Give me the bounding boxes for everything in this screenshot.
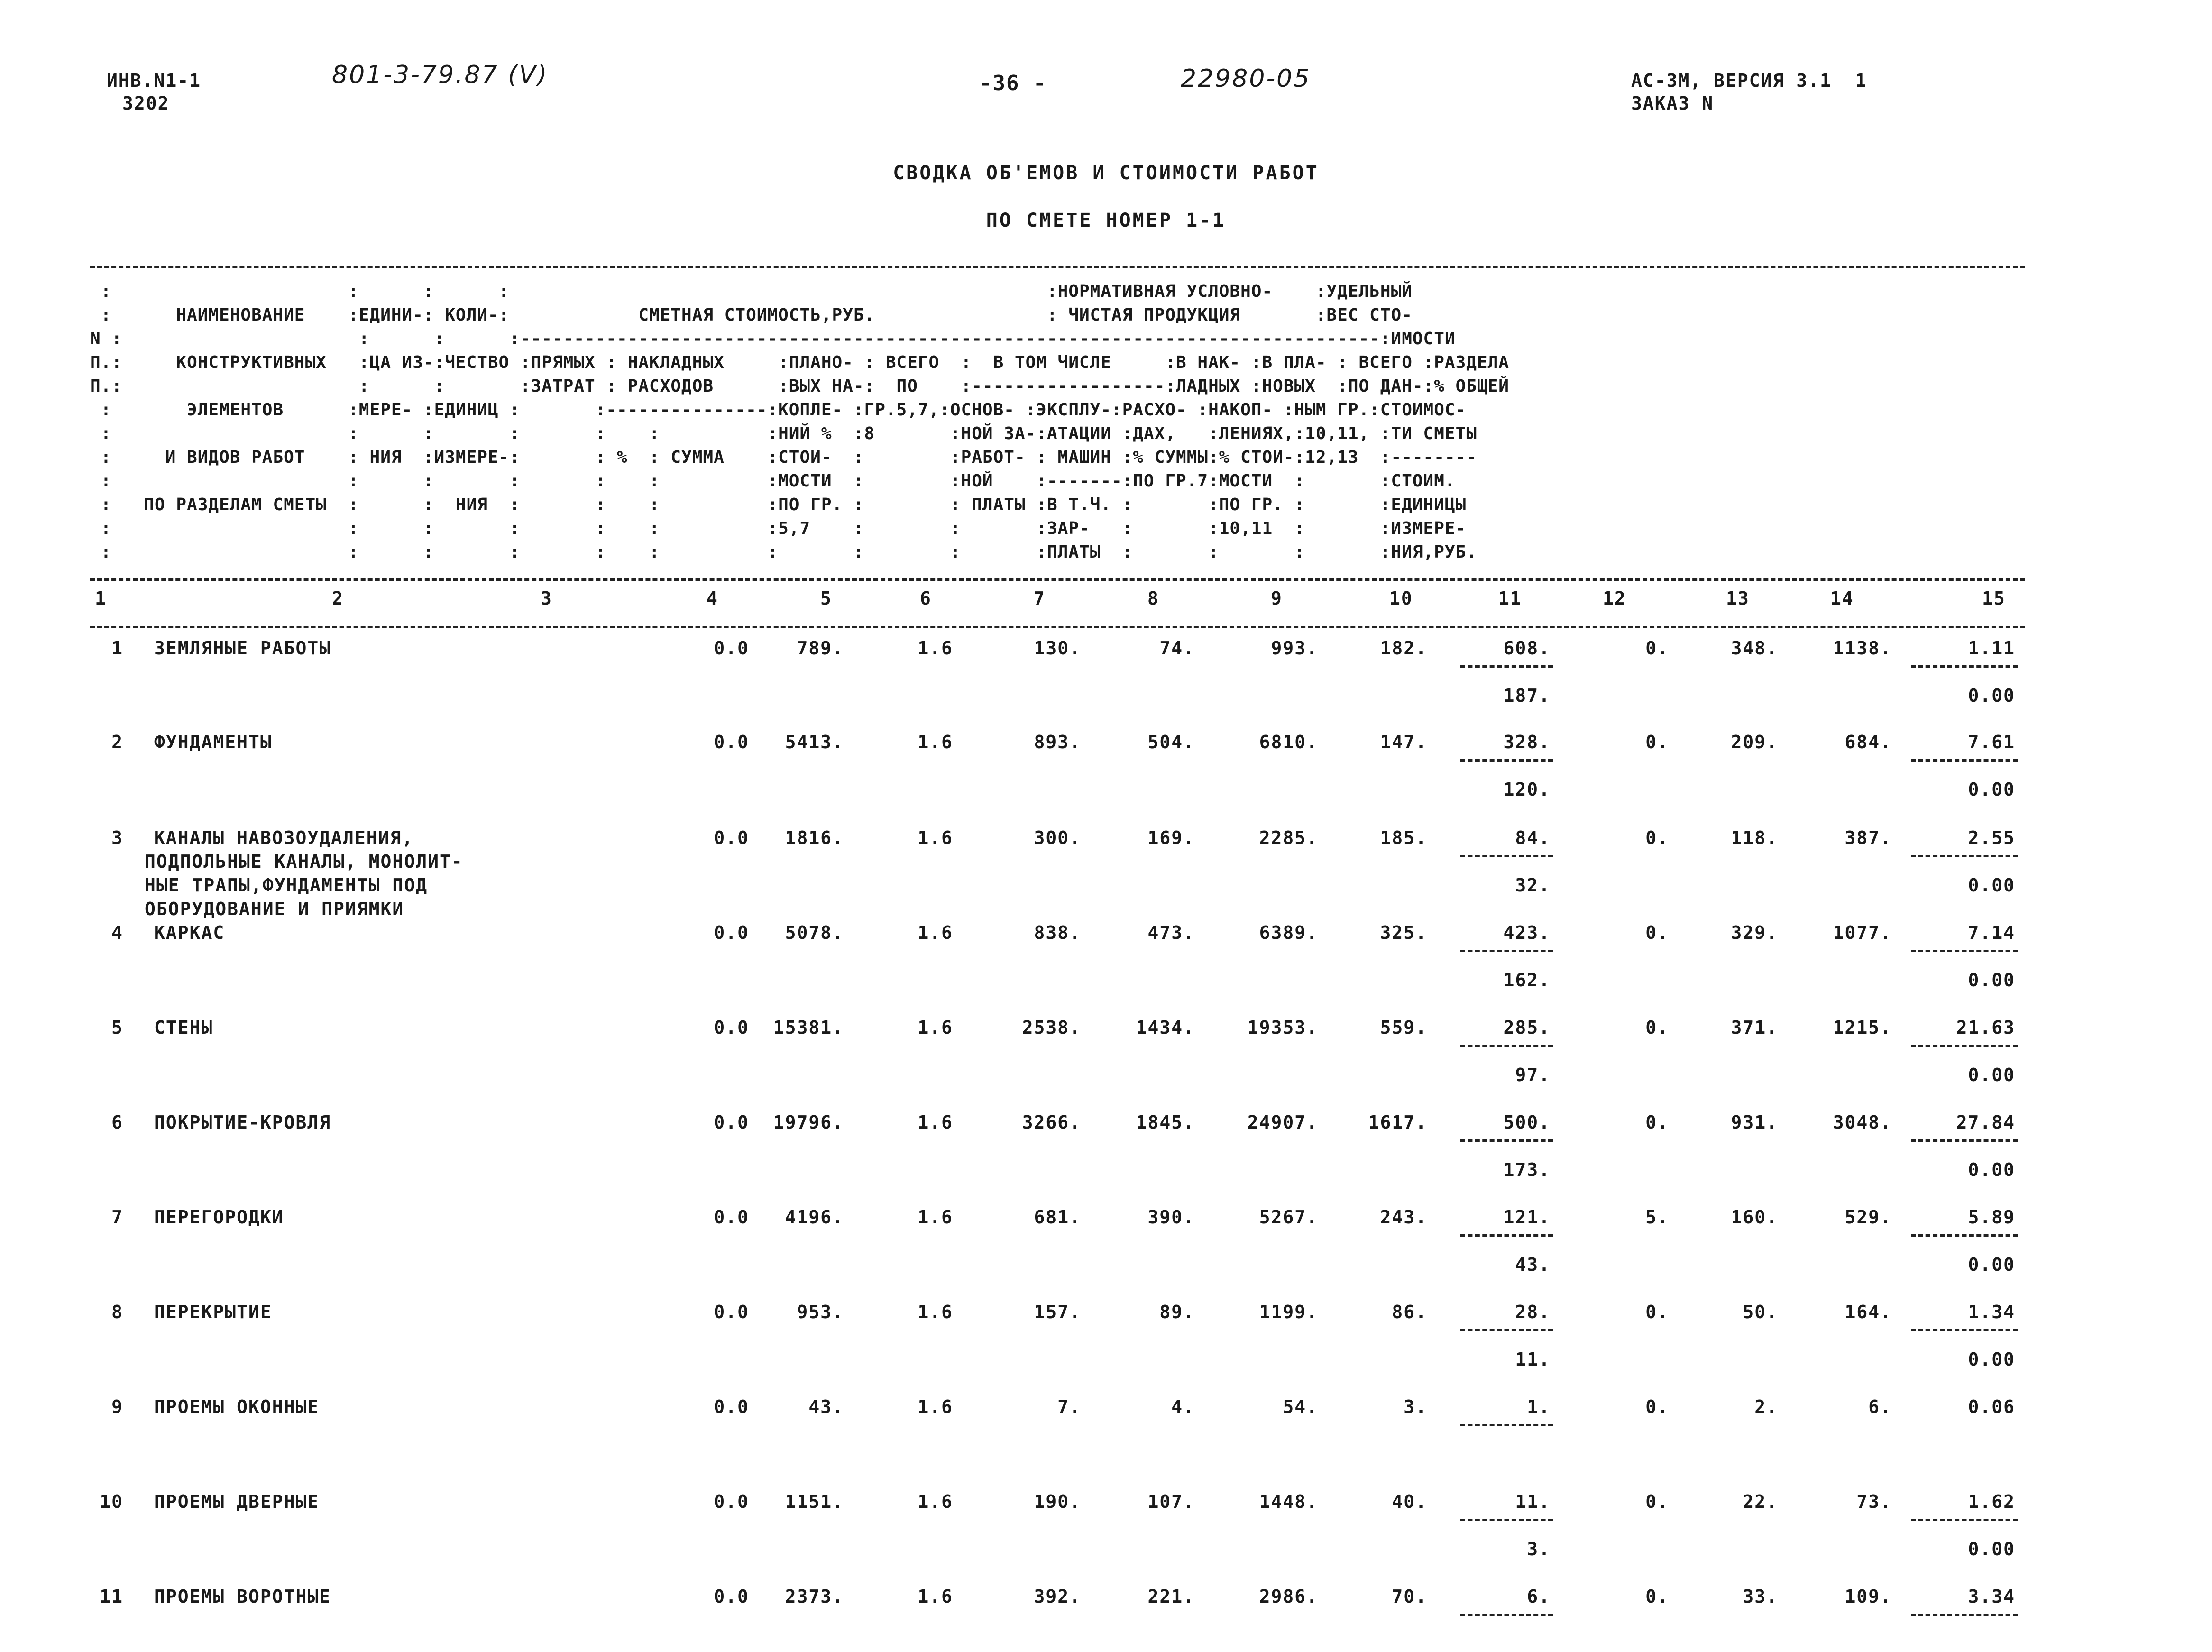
column-numbers-rule bbox=[90, 626, 2025, 628]
cell-c8: 1434. bbox=[1136, 1017, 1195, 1038]
column-number: 4 bbox=[707, 588, 718, 609]
cell-c6: 1.6 bbox=[918, 638, 953, 659]
cell-c10: 243. bbox=[1380, 1207, 1427, 1228]
subtotal-rule bbox=[1460, 665, 1553, 668]
report-title: СВОДКА ОБ'ЕМОВ И СТОИМОСТИ РАБОТ bbox=[893, 162, 1319, 184]
cell-c13: 50. bbox=[1743, 1302, 1778, 1322]
column-number: 2 bbox=[332, 588, 344, 609]
row-name: ФУНДАМЕНТЫ bbox=[154, 732, 272, 753]
cell-c12: 0. bbox=[1645, 732, 1669, 753]
cell-c11: 423. bbox=[1503, 922, 1551, 943]
subtotal-rule bbox=[1460, 1234, 1553, 1237]
cell-c7: 392. bbox=[1034, 1586, 1081, 1607]
cell-c12: 0. bbox=[1645, 827, 1669, 848]
cell-c6: 1.6 bbox=[918, 1017, 953, 1038]
cell-c9: 5267. bbox=[1259, 1207, 1318, 1228]
cell-c10: 147. bbox=[1380, 732, 1427, 753]
cell-c15: 2.55 bbox=[1968, 827, 2015, 848]
cell-c5: 5413. bbox=[785, 732, 844, 753]
row-name: ПРОЕМЫ ВОРОТНЫЕ bbox=[154, 1586, 331, 1607]
cell-c15-unit: 0.00 bbox=[1968, 1349, 2015, 1370]
cell-c5: 5078. bbox=[785, 922, 844, 943]
cell-c5: 4196. bbox=[785, 1207, 844, 1228]
cell-c15-unit: 0.00 bbox=[1968, 1065, 2015, 1085]
order-label: ЗАКАЗ N bbox=[1631, 93, 1714, 114]
cell-c6: 1.6 bbox=[918, 1491, 953, 1512]
cell-c14: 6. bbox=[1868, 1396, 1892, 1417]
cell-c7: 3266. bbox=[1022, 1112, 1081, 1133]
row-number: 10 bbox=[100, 1491, 123, 1512]
row-number: 8 bbox=[111, 1302, 123, 1322]
subtotal-rule bbox=[1911, 1139, 2018, 1142]
row-number: 6 bbox=[111, 1112, 123, 1133]
row-name: ПОДПОЛЬНЫЕ КАНАЛЫ, МОНОЛИТ- bbox=[145, 851, 463, 872]
cell-c8: 221. bbox=[1147, 1586, 1195, 1607]
cell-c11: 608. bbox=[1503, 638, 1551, 659]
row-number: 4 bbox=[111, 922, 123, 943]
cell-c5: 1816. bbox=[785, 827, 844, 848]
subtotal-rule bbox=[1911, 950, 2018, 952]
cell-c9: 19353. bbox=[1247, 1017, 1318, 1038]
header-line: : : : : :НОРМАТИВНАЯ УСЛОВНО- :УДЕЛЬНЫЙ bbox=[90, 282, 1413, 301]
subtotal-rule bbox=[1911, 665, 2018, 668]
cell-c5: 1151. bbox=[785, 1491, 844, 1512]
subtotal-rule bbox=[1460, 1045, 1553, 1047]
inventory-number: ИНВ.N1-1 bbox=[107, 70, 202, 91]
cell-c15: 7.14 bbox=[1968, 922, 2015, 943]
cell-c12: 5. bbox=[1645, 1207, 1669, 1228]
cell-c10: 86. bbox=[1392, 1302, 1427, 1322]
row-name: ПЕРЕГОРОДКИ bbox=[154, 1207, 284, 1228]
column-number: 11 bbox=[1498, 588, 1522, 609]
column-number: 1 bbox=[95, 588, 107, 609]
row-number: 5 bbox=[111, 1017, 123, 1038]
cell-c13: 209. bbox=[1731, 732, 1778, 753]
cell-c15: 5.89 bbox=[1968, 1207, 2015, 1228]
cell-c8: 107. bbox=[1147, 1491, 1195, 1512]
cell-c15-unit: 0.00 bbox=[1968, 1254, 2015, 1275]
header-line: : НАИМЕНОВАНИЕ :ЕДИНИ-: КОЛИ-: СМЕТНАЯ СТОИМОСТЬ,РУБ. : ЧИСТАЯ ПРОДУКЦИЯ :ВЕС СТО- bbox=[90, 305, 1413, 325]
cell-c14: 109. bbox=[1845, 1586, 1892, 1607]
row-number: 1 bbox=[111, 638, 123, 659]
cell-c7: 130. bbox=[1034, 638, 1081, 659]
row-number: 11 bbox=[100, 1586, 123, 1607]
cell-c7: 681. bbox=[1034, 1207, 1081, 1228]
cell-c11: 6. bbox=[1527, 1586, 1551, 1607]
header-line: N : : : :--------------------------------------------------------------------------------:ИМОСТИ bbox=[90, 329, 1456, 349]
cell-c15-unit: 0.00 bbox=[1968, 1539, 2015, 1560]
cell-c5: 2373. bbox=[785, 1586, 844, 1607]
cell-c8: 4. bbox=[1171, 1396, 1195, 1417]
cell-c15-unit: 0.00 bbox=[1968, 970, 2015, 991]
row-name: СТЕНЫ bbox=[154, 1017, 213, 1038]
cell-c9: 993. bbox=[1271, 638, 1318, 659]
cell-c6: 1.6 bbox=[918, 1207, 953, 1228]
cell-c8: 74. bbox=[1159, 638, 1195, 659]
cell-c14: 3048. bbox=[1833, 1112, 1892, 1133]
page-number: -36 - bbox=[979, 71, 1047, 95]
row-number: 3 bbox=[111, 827, 123, 848]
header-line: : : : : : : :НИЙ % :8 :НОЙ ЗА-:АТАЦИИ :ДАХ, :ЛЕНИЯХ,:10,11, :ТИ СМЕТЫ bbox=[90, 424, 1477, 443]
cell-c4: 0.0 bbox=[714, 1112, 749, 1133]
column-number: 13 bbox=[1726, 588, 1750, 609]
cell-c7: 7. bbox=[1057, 1396, 1081, 1417]
subtotal-rule bbox=[1911, 1045, 2018, 1047]
cell-c4: 0.0 bbox=[714, 1017, 749, 1038]
cell-c8: 89. bbox=[1159, 1302, 1195, 1322]
cell-c6: 1.6 bbox=[918, 1396, 953, 1417]
cell-c11-wage: 97. bbox=[1515, 1065, 1551, 1085]
cell-c15: 3.34 bbox=[1968, 1586, 2015, 1607]
cell-c8: 390. bbox=[1147, 1207, 1195, 1228]
cell-c6: 1.6 bbox=[918, 732, 953, 753]
cell-c12: 0. bbox=[1645, 1396, 1669, 1417]
cell-c6: 1.6 bbox=[918, 827, 953, 848]
row-name: ПЕРЕКРЫТИЕ bbox=[154, 1302, 272, 1322]
subtotal-rule bbox=[1911, 855, 2018, 857]
subtotal-rule bbox=[1460, 759, 1553, 762]
subtotal-rule bbox=[1460, 1139, 1553, 1142]
row-number: 7 bbox=[111, 1207, 123, 1228]
cell-c12: 0. bbox=[1645, 1112, 1669, 1133]
header-bottom-rule bbox=[90, 578, 2025, 581]
cell-c10: 182. bbox=[1380, 638, 1427, 659]
header-line: : : : : : : :5,7 : : :ЗАР- : :10,11 : :ИЗМЕРЕ- bbox=[90, 519, 1467, 538]
cell-c11: 28. bbox=[1515, 1302, 1551, 1322]
row-name: ПОКРЫТИЕ-КРОВЛЯ bbox=[154, 1112, 331, 1133]
cell-c14: 1077. bbox=[1833, 922, 1892, 943]
subtotal-rule bbox=[1460, 950, 1553, 952]
cell-c6: 1.6 bbox=[918, 922, 953, 943]
cell-c15: 7.61 bbox=[1968, 732, 2015, 753]
subtotal-rule bbox=[1911, 1329, 2018, 1331]
subtotal-rule bbox=[1911, 759, 2018, 762]
cell-c9: 24907. bbox=[1247, 1112, 1318, 1133]
header-line: : ПО РАЗДЕЛАМ СМЕТЫ : : НИЯ : : : :ПО ГР. : : ПЛАТЫ :В Т.Ч. : :ПО ГР. : :ЕДИНИЦЫ bbox=[90, 495, 1467, 514]
cell-c11: 84. bbox=[1515, 827, 1551, 848]
cell-c12: 0. bbox=[1645, 638, 1669, 659]
cell-c10: 559. bbox=[1380, 1017, 1427, 1038]
cell-c6: 1.6 bbox=[918, 1112, 953, 1133]
column-number: 10 bbox=[1389, 588, 1413, 609]
column-number: 5 bbox=[820, 588, 832, 609]
row-name: ПРОЕМЫ ДВЕРНЫЕ bbox=[154, 1491, 320, 1512]
cell-c4: 0.0 bbox=[714, 1491, 749, 1512]
cell-c14: 387. bbox=[1845, 827, 1892, 848]
cell-c14: 73. bbox=[1856, 1491, 1892, 1512]
column-number: 8 bbox=[1147, 588, 1159, 609]
cell-c12: 0. bbox=[1645, 922, 1669, 943]
cell-c6: 1.6 bbox=[918, 1302, 953, 1322]
cell-c14: 684. bbox=[1845, 732, 1892, 753]
column-number: 3 bbox=[541, 588, 552, 609]
cell-c10: 185. bbox=[1380, 827, 1427, 848]
cell-c7: 300. bbox=[1034, 827, 1081, 848]
column-number: 6 bbox=[920, 588, 932, 609]
cell-c10: 325. bbox=[1380, 922, 1427, 943]
cell-c15: 21.63 bbox=[1956, 1017, 2015, 1038]
cell-c8: 504. bbox=[1147, 732, 1195, 753]
cell-c14: 1138. bbox=[1833, 638, 1892, 659]
cell-c15: 1.11 bbox=[1968, 638, 2015, 659]
cell-c7: 190. bbox=[1034, 1491, 1081, 1512]
subtotal-rule bbox=[1460, 1329, 1553, 1331]
cell-c10: 3. bbox=[1404, 1396, 1427, 1417]
row-name: КАРКАС bbox=[154, 922, 225, 943]
cell-c7: 157. bbox=[1034, 1302, 1081, 1322]
cell-c11-wage: 162. bbox=[1503, 970, 1551, 991]
cell-c15: 1.62 bbox=[1968, 1491, 2015, 1512]
version-label: АС-3М, ВЕРСИЯ 3.1 1 bbox=[1631, 70, 1867, 91]
cell-c4: 0.0 bbox=[714, 1207, 749, 1228]
cell-c7: 893. bbox=[1034, 732, 1081, 753]
cell-c15: 0.06 bbox=[1968, 1396, 2015, 1417]
cell-c8: 169. bbox=[1147, 827, 1195, 848]
cell-c15: 1.34 bbox=[1968, 1302, 2015, 1322]
cell-c11-wage: 120. bbox=[1503, 779, 1551, 800]
cell-c13: 33. bbox=[1743, 1586, 1778, 1607]
subtotal-rule bbox=[1460, 855, 1553, 857]
row-name: ПРОЕМЫ ОКОННЫЕ bbox=[154, 1396, 320, 1417]
cell-c11: 500. bbox=[1503, 1112, 1551, 1133]
cell-c9: 6810. bbox=[1259, 732, 1318, 753]
cell-c9: 1448. bbox=[1259, 1491, 1318, 1512]
row-number: 2 bbox=[111, 732, 123, 753]
subtotal-rule bbox=[1460, 1424, 1553, 1426]
cell-c13: 348. bbox=[1731, 638, 1778, 659]
cell-c7: 2538. bbox=[1022, 1017, 1081, 1038]
cell-c5: 789. bbox=[797, 638, 844, 659]
column-number: 15 bbox=[1982, 588, 2006, 609]
cell-c9: 2285. bbox=[1259, 827, 1318, 848]
cell-c7: 838. bbox=[1034, 922, 1081, 943]
cell-c10: 40. bbox=[1392, 1491, 1427, 1512]
cell-c11-wage: 32. bbox=[1515, 875, 1551, 896]
table-top-rule bbox=[90, 266, 2025, 268]
cell-c15-unit: 0.00 bbox=[1968, 779, 2015, 800]
cell-c5: 953. bbox=[797, 1302, 844, 1322]
cell-c15-unit: 0.00 bbox=[1968, 685, 2015, 706]
cell-c12: 0. bbox=[1645, 1586, 1669, 1607]
cell-c13: 329. bbox=[1731, 922, 1778, 943]
row-name: НЫЕ ТРАПЫ,ФУНДАМЕНТЫ ПОД bbox=[145, 875, 428, 896]
cell-c10: 70. bbox=[1392, 1586, 1427, 1607]
table-header bbox=[90, 280, 1509, 564]
cell-c12: 0. bbox=[1645, 1302, 1669, 1322]
header-line: : И ВИДОВ РАБОТ : НИЯ :ИЗМЕРЕ-: : % : СУММА :СТОИ- : :РАБОТ- : МАШИН :% СУММЫ:% СТОИ-:12,13 :-------- bbox=[90, 448, 1477, 467]
cell-c11: 1. bbox=[1527, 1396, 1551, 1417]
cell-c9: 6389. bbox=[1259, 922, 1318, 943]
cell-c14: 529. bbox=[1845, 1207, 1892, 1228]
header-line: П.: КОНСТРУКТИВНЫХ :ЦА ИЗ-:ЧЕСТВО :ПРЯМЫХ : НАКЛАДНЫХ :ПЛАНО- : ВСЕГО : В ТОМ ЧИСЛЕ :В НАК- :В ПЛА- : ВСЕГО :РАЗДЕЛА bbox=[90, 353, 1509, 372]
cell-c13: 22. bbox=[1743, 1491, 1778, 1512]
subtotal-rule bbox=[1460, 1519, 1553, 1521]
cell-c8: 1845. bbox=[1136, 1112, 1195, 1133]
cell-c13: 118. bbox=[1731, 827, 1778, 848]
cell-c6: 1.6 bbox=[918, 1586, 953, 1607]
cell-c11: 121. bbox=[1503, 1207, 1551, 1228]
row-name: ЗЕМЛЯНЫЕ РАБОТЫ bbox=[154, 638, 331, 659]
cell-c14: 164. bbox=[1845, 1302, 1892, 1322]
row-name: КАНАЛЫ НАВОЗОУДАЛЕНИЯ, bbox=[154, 827, 414, 848]
column-number: 12 bbox=[1603, 588, 1626, 609]
cell-c13: 371. bbox=[1731, 1017, 1778, 1038]
cell-c9: 2986. bbox=[1259, 1586, 1318, 1607]
cell-c5: 43. bbox=[808, 1396, 844, 1417]
cell-c11: 285. bbox=[1503, 1017, 1551, 1038]
column-number: 9 bbox=[1271, 588, 1283, 609]
cell-c9: 54. bbox=[1283, 1396, 1318, 1417]
cell-c15-unit: 0.00 bbox=[1968, 1159, 2015, 1180]
column-number: 14 bbox=[1830, 588, 1854, 609]
cell-c12: 0. bbox=[1645, 1491, 1669, 1512]
cell-c4: 0.0 bbox=[714, 922, 749, 943]
cell-c5: 19796. bbox=[773, 1112, 844, 1133]
cell-c13: 2. bbox=[1754, 1396, 1778, 1417]
cell-c11-wage: 173. bbox=[1503, 1159, 1551, 1180]
cell-c9: 1199. bbox=[1259, 1302, 1318, 1322]
cell-c5: 15381. bbox=[773, 1017, 844, 1038]
subtotal-rule bbox=[1911, 1614, 2018, 1616]
cell-c4: 0.0 bbox=[714, 827, 749, 848]
cell-c11-wage: 11. bbox=[1515, 1349, 1551, 1370]
row-number: 9 bbox=[111, 1396, 123, 1417]
cell-c15: 27.84 bbox=[1956, 1112, 2015, 1133]
column-number: 7 bbox=[1034, 588, 1046, 609]
cell-c13: 931. bbox=[1731, 1112, 1778, 1133]
cell-c11-wage: 3. bbox=[1527, 1539, 1551, 1560]
subtotal-rule bbox=[1911, 1234, 2018, 1237]
project-number: 801-3-79.87 (V) bbox=[332, 61, 549, 89]
cell-c4: 0.0 bbox=[714, 1302, 749, 1322]
cell-c14: 1215. bbox=[1833, 1017, 1892, 1038]
cell-c4: 0.0 bbox=[714, 732, 749, 753]
cell-c15-unit: 0.00 bbox=[1968, 875, 2015, 896]
cell-c4: 0.0 bbox=[714, 1396, 749, 1417]
cell-c11-wage: 43. bbox=[1515, 1254, 1551, 1275]
subtotal-rule bbox=[1911, 1519, 2018, 1521]
cell-c4: 0.0 bbox=[714, 1586, 749, 1607]
header-line: : : : : : : : : : :ПЛАТЫ : : : :НИЯ,РУБ. bbox=[90, 542, 1477, 562]
row-name: ОБОРУДОВАНИЕ И ПРИЯМКИ bbox=[145, 899, 404, 919]
cell-c11: 11. bbox=[1515, 1491, 1551, 1512]
header-line: П.: : : :ЗАТРАТ : РАСХОДОВ :ВЫХ НА-: ПО :------------------:ЛАДНЫХ :НОВЫХ :ПО ДАН-:% ОБЩЕЙ bbox=[90, 376, 1509, 396]
cell-c12: 0. bbox=[1645, 1017, 1669, 1038]
document-number: 22980-05 bbox=[1181, 64, 1311, 93]
inventory-code: 3202 bbox=[122, 93, 170, 114]
header-line: : ЭЛЕМЕНТОВ :МЕРЕ- :ЕДИНИЦ : :---------------:КОПЛЕ- :ГР.5,7,:ОСНОВ- :ЭКСПЛУ-:РАСХО- :НАКОП- :НЫМ ГР.:СТОИМОС- bbox=[90, 400, 1467, 420]
cell-c10: 1617. bbox=[1368, 1112, 1427, 1133]
cell-c11: 328. bbox=[1503, 732, 1551, 753]
cell-c13: 160. bbox=[1731, 1207, 1778, 1228]
report-subtitle: ПО СМЕТЕ НОМЕР 1-1 bbox=[986, 210, 1226, 231]
subtotal-rule bbox=[1460, 1614, 1553, 1616]
cell-c8: 473. bbox=[1147, 922, 1195, 943]
header-line: : : : : : : :МОСТИ : :НОЙ :-------:ПО ГР.7:МОСТИ : :СТОИМ. bbox=[90, 471, 1456, 491]
cell-c11-wage: 187. bbox=[1503, 685, 1551, 706]
cell-c4: 0.0 bbox=[714, 638, 749, 659]
